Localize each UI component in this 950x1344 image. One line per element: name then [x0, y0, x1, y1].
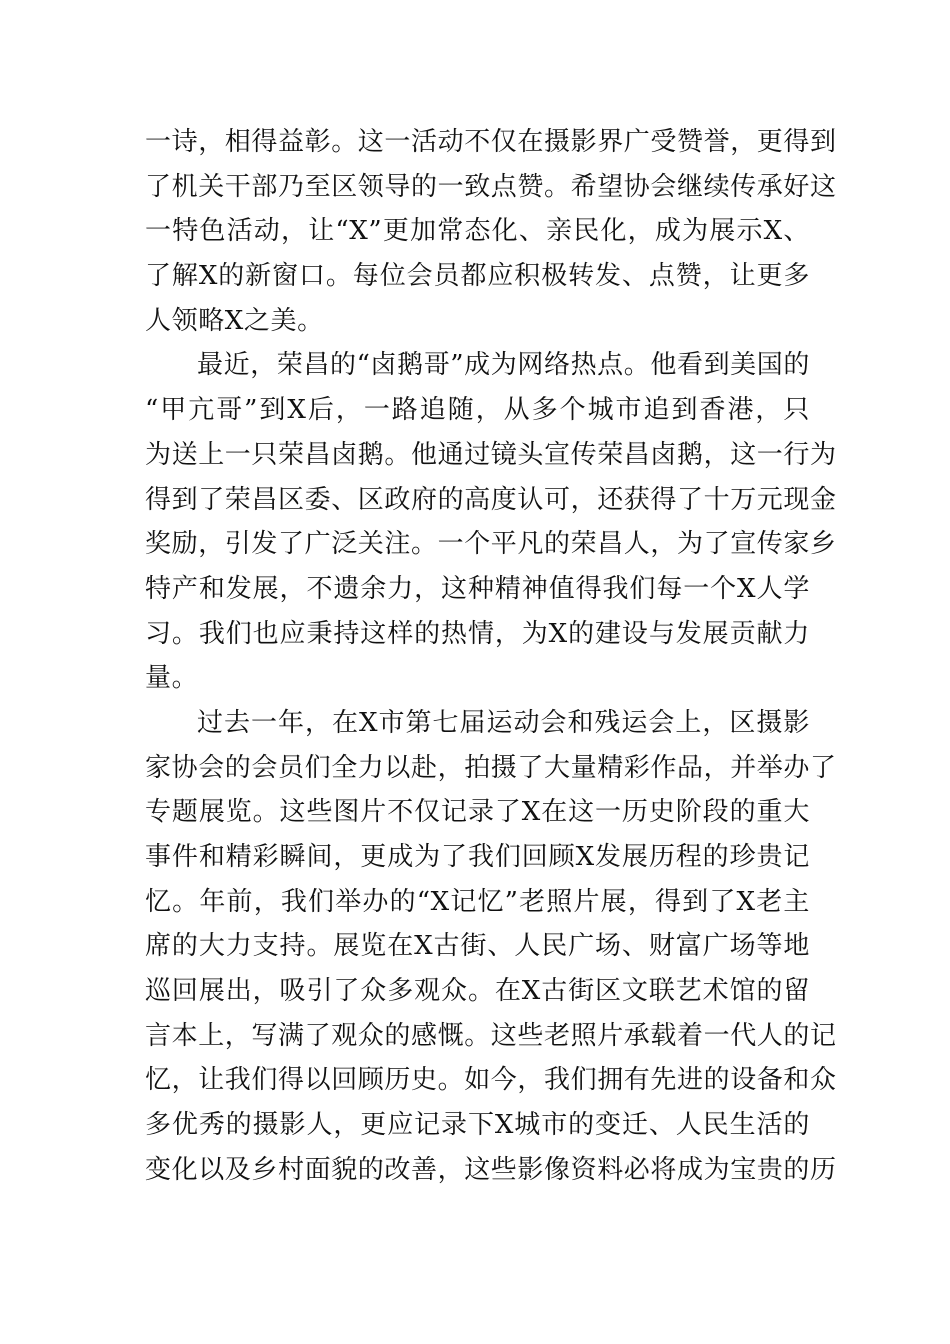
- text-line: 变化以及乡村面貌的改善，这些影像资料必将成为宝贵的历: [145, 1154, 837, 1185]
- text-line: 奖励，引发了广泛关注。一个平凡的荣昌人，为了宣传家乡: [145, 529, 837, 560]
- text-line: 事件和精彩瞬间，更成为了我们回顾X发展历程的珍贵记: [145, 842, 810, 872]
- text-line: 多优秀的摄影人，更应记录下X城市的变迁、人民生活的: [145, 1110, 810, 1141]
- text-line: “甲亢哥”到X后，一路追随，从多个城市追到香港，只: [145, 395, 810, 426]
- text-line: 忆。年前，我们举办的“X记忆”老照片展，得到了X老主: [145, 886, 810, 917]
- text-line: 家协会的会员们全力以赴，拍摄了大量精彩作品，并举办了: [145, 752, 837, 783]
- text-line: 得到了荣昌区委、区政府的高度认可，还获得了十万元现金: [145, 484, 837, 515]
- text-line: 为送上一只荣昌卤鹅。他通过镜头宣传荣昌卤鹅，这一行为: [145, 439, 837, 470]
- text-line: 忆，让我们得以回顾历史。如今，我们拥有先进的设备和众: [145, 1065, 837, 1096]
- text-line: 过去一年，在X市第七届运动会和残运会上，区摄影: [197, 707, 810, 738]
- text-line: 一特色活动，让“X”更加常态化、亲民化，成为展示X、: [145, 216, 810, 247]
- text-line: 一诗，相得益彰。这一活动不仅在摄影界广受赞誉，更得到: [145, 127, 837, 157]
- text-line: 人领略X之美。: [145, 305, 324, 336]
- text-line: 了解X的新窗口。每位会员都应积极转发、点赞，让更多: [145, 261, 810, 292]
- text-line: 特产和发展，不遗余力，这种精神值得我们每一个X人学: [145, 573, 810, 604]
- text-line: 专题展览。这些图片不仅记录了X在这一历史阶段的重大: [145, 797, 810, 828]
- text-line: 了机关干部乃至区领导的一致点赞。希望协会继续传承好这: [145, 171, 837, 202]
- document-body: [145, 120, 837, 1193]
- paragraph-1: [145, 120, 837, 343]
- paragraph-2: [145, 343, 837, 701]
- text-line: 习。我们也应秉持这样的热情，为X的建设与发展贡献力: [145, 618, 810, 649]
- text-line: 量。: [145, 663, 199, 694]
- paragraph-3: [145, 701, 837, 1193]
- text-line: 席的大力支持。展览在X古街、人民广场、财富广场等地: [145, 931, 810, 962]
- text-line: 言本上，写满了观众的感慨。这些老照片承载着一代人的记: [145, 1020, 837, 1051]
- text-line: 巡回展出，吸引了众多观众。在X古街区文联艺术馆的留: [145, 976, 810, 1007]
- text-line: 最近，荣昌的“卤鹅哥”成为网络热点。他看到美国的: [197, 350, 810, 381]
